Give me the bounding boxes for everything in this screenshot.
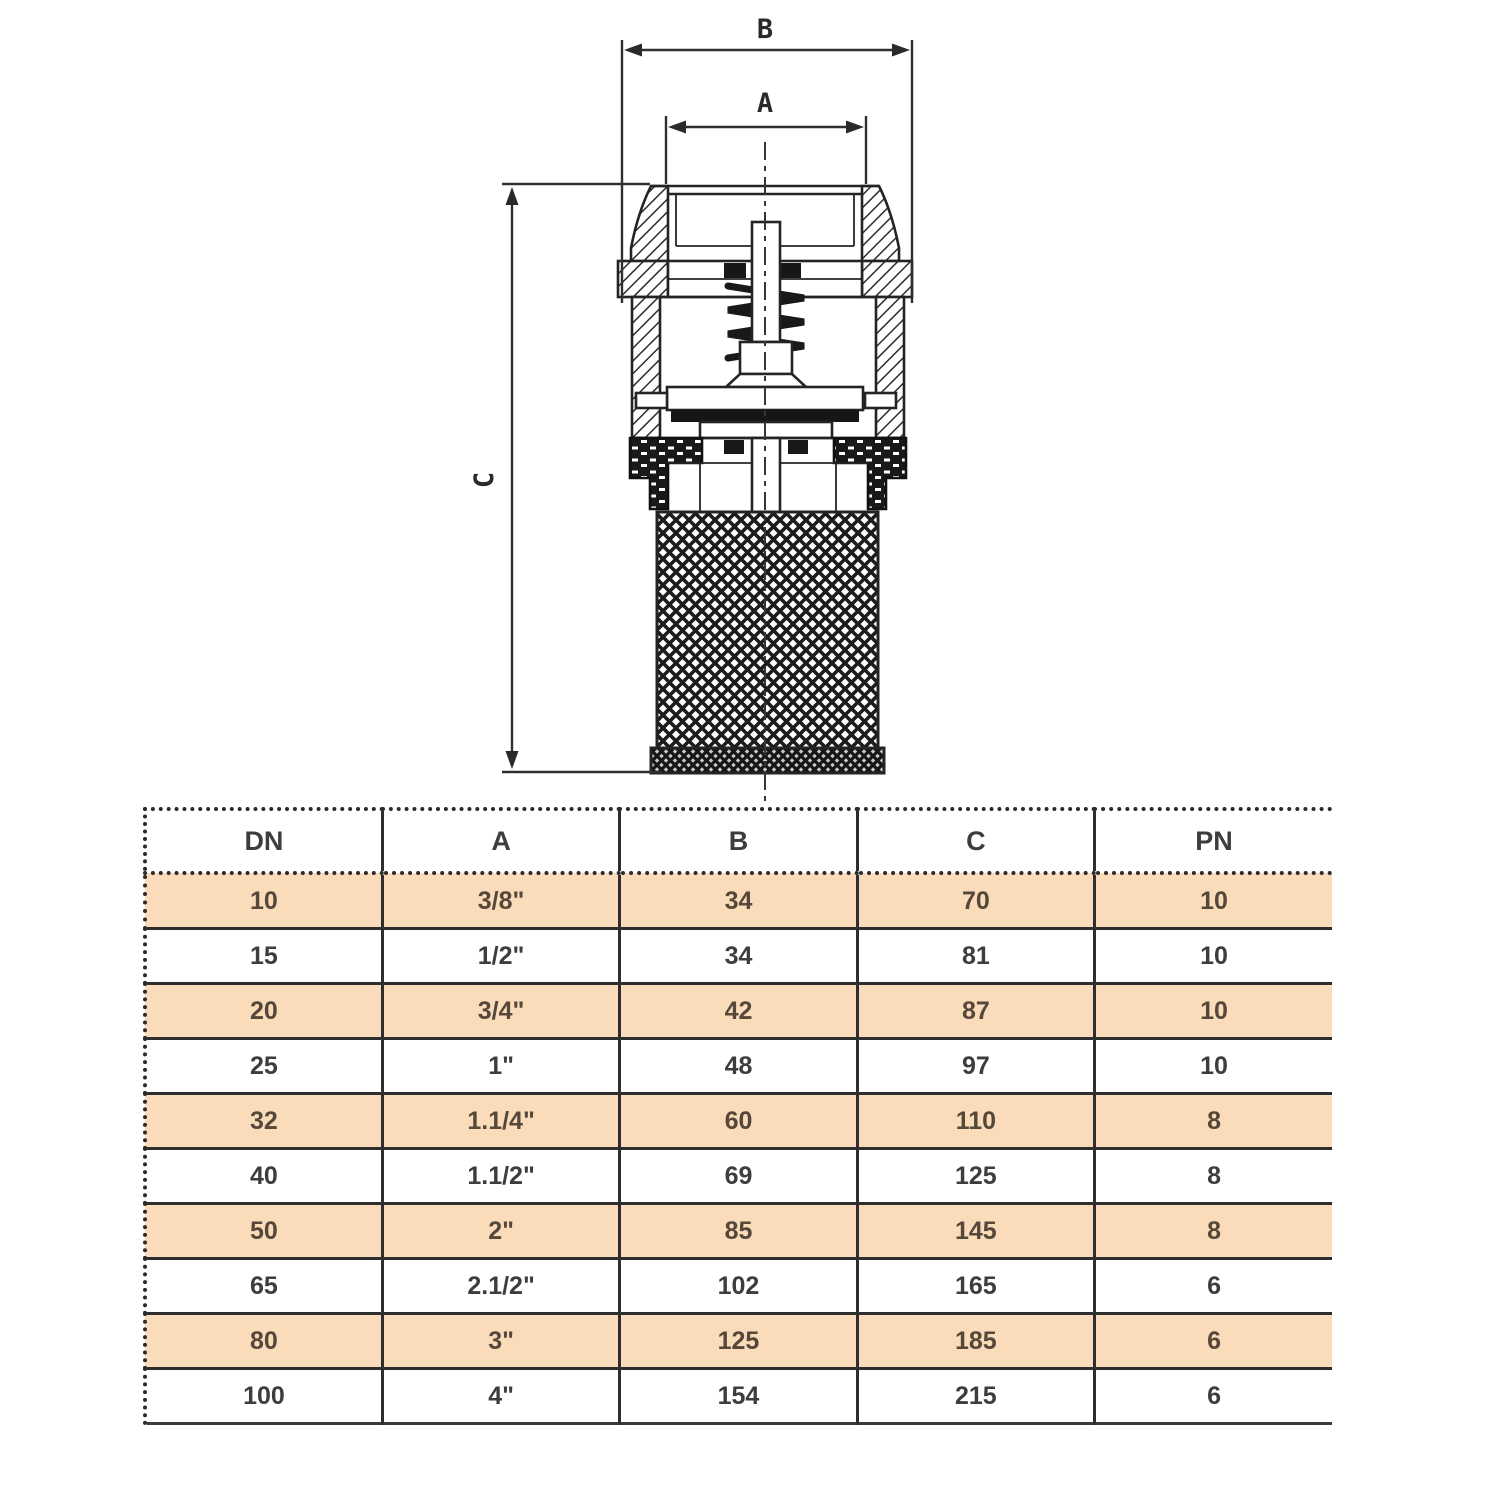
spec-table-header-row bbox=[145, 809, 1332, 873]
strainer-mesh bbox=[657, 512, 878, 748]
table-cell: 3/4" bbox=[382, 984, 619, 1039]
table-cell: 145 bbox=[857, 1204, 1094, 1259]
table-row bbox=[145, 929, 1332, 984]
table-cell: 65 bbox=[145, 1259, 382, 1314]
spec-table-body bbox=[145, 873, 1332, 1424]
table-cell: 154 bbox=[620, 1369, 857, 1424]
table-cell: 4" bbox=[382, 1369, 619, 1424]
table-cell: 185 bbox=[857, 1314, 1094, 1369]
table-cell: 81 bbox=[857, 929, 1094, 984]
table-cell: 100 bbox=[145, 1369, 382, 1424]
table-cell: 50 bbox=[145, 1204, 382, 1259]
table-cell: 97 bbox=[857, 1039, 1094, 1094]
table-cell: 1/2" bbox=[382, 929, 619, 984]
dim-label-c: C bbox=[469, 471, 500, 489]
table-cell: 165 bbox=[857, 1259, 1094, 1314]
table-row bbox=[145, 873, 1332, 929]
table-cell: 110 bbox=[857, 1094, 1094, 1149]
column-header: DN bbox=[145, 809, 382, 873]
table-cell: 42 bbox=[620, 984, 857, 1039]
table-cell: 15 bbox=[145, 929, 382, 984]
table-cell: 60 bbox=[620, 1094, 857, 1149]
table-row bbox=[145, 1369, 1332, 1424]
table-cell: 10 bbox=[1095, 929, 1332, 984]
column-header: B bbox=[620, 809, 857, 873]
table-cell: 70 bbox=[857, 873, 1094, 929]
table-cell: 10 bbox=[1095, 873, 1332, 929]
table-cell: 1.1/4" bbox=[382, 1094, 619, 1149]
column-header: C bbox=[857, 809, 1094, 873]
table-row bbox=[145, 1204, 1332, 1259]
table-cell: 2" bbox=[382, 1204, 619, 1259]
table-cell: 34 bbox=[620, 929, 857, 984]
table-cell: 85 bbox=[620, 1204, 857, 1259]
table-cell: 40 bbox=[145, 1149, 382, 1204]
table-cell: 215 bbox=[857, 1369, 1094, 1424]
table-row bbox=[145, 1039, 1332, 1094]
table-cell: 69 bbox=[620, 1149, 857, 1204]
table-cell: 8 bbox=[1095, 1149, 1332, 1204]
strainer-bottom-band bbox=[651, 748, 884, 773]
table-cell: 102 bbox=[620, 1259, 857, 1314]
table-row bbox=[145, 1149, 1332, 1204]
table-row bbox=[145, 984, 1332, 1039]
table-cell: 48 bbox=[620, 1039, 857, 1094]
table-cell: 6 bbox=[1095, 1259, 1332, 1314]
table-cell: 87 bbox=[857, 984, 1094, 1039]
table-cell: 10 bbox=[1095, 984, 1332, 1039]
dim-label-b: B bbox=[756, 14, 774, 45]
table-cell: 8 bbox=[1095, 1204, 1332, 1259]
table-cell: 6 bbox=[1095, 1369, 1332, 1424]
table-cell: 8 bbox=[1095, 1094, 1332, 1149]
column-header: PN bbox=[1095, 809, 1332, 873]
spec-table bbox=[143, 807, 1332, 1425]
table-cell: 1.1/2" bbox=[382, 1149, 619, 1204]
table-cell: 125 bbox=[857, 1149, 1094, 1204]
dimension-table bbox=[143, 807, 1332, 1425]
table-cell: 2.1/2" bbox=[382, 1259, 619, 1314]
table-cell: 25 bbox=[145, 1039, 382, 1094]
table-cell: 10 bbox=[1095, 1039, 1332, 1094]
table-cell: 6 bbox=[1095, 1314, 1332, 1369]
table-row bbox=[145, 1259, 1332, 1314]
table-cell: 34 bbox=[620, 873, 857, 929]
table-cell: 32 bbox=[145, 1094, 382, 1149]
table-cell: 1" bbox=[382, 1039, 619, 1094]
table-cell: 80 bbox=[145, 1314, 382, 1369]
table-cell: 3" bbox=[382, 1314, 619, 1369]
table-cell: 20 bbox=[145, 984, 382, 1039]
table-row bbox=[145, 1094, 1332, 1149]
table-cell: 10 bbox=[250, 886, 278, 915]
dim-label-a: A bbox=[756, 88, 774, 119]
table-cell: 3/8" bbox=[382, 873, 619, 929]
table-row bbox=[145, 1314, 1332, 1369]
table-cell: 125 bbox=[620, 1314, 857, 1369]
column-header: A bbox=[382, 809, 619, 873]
